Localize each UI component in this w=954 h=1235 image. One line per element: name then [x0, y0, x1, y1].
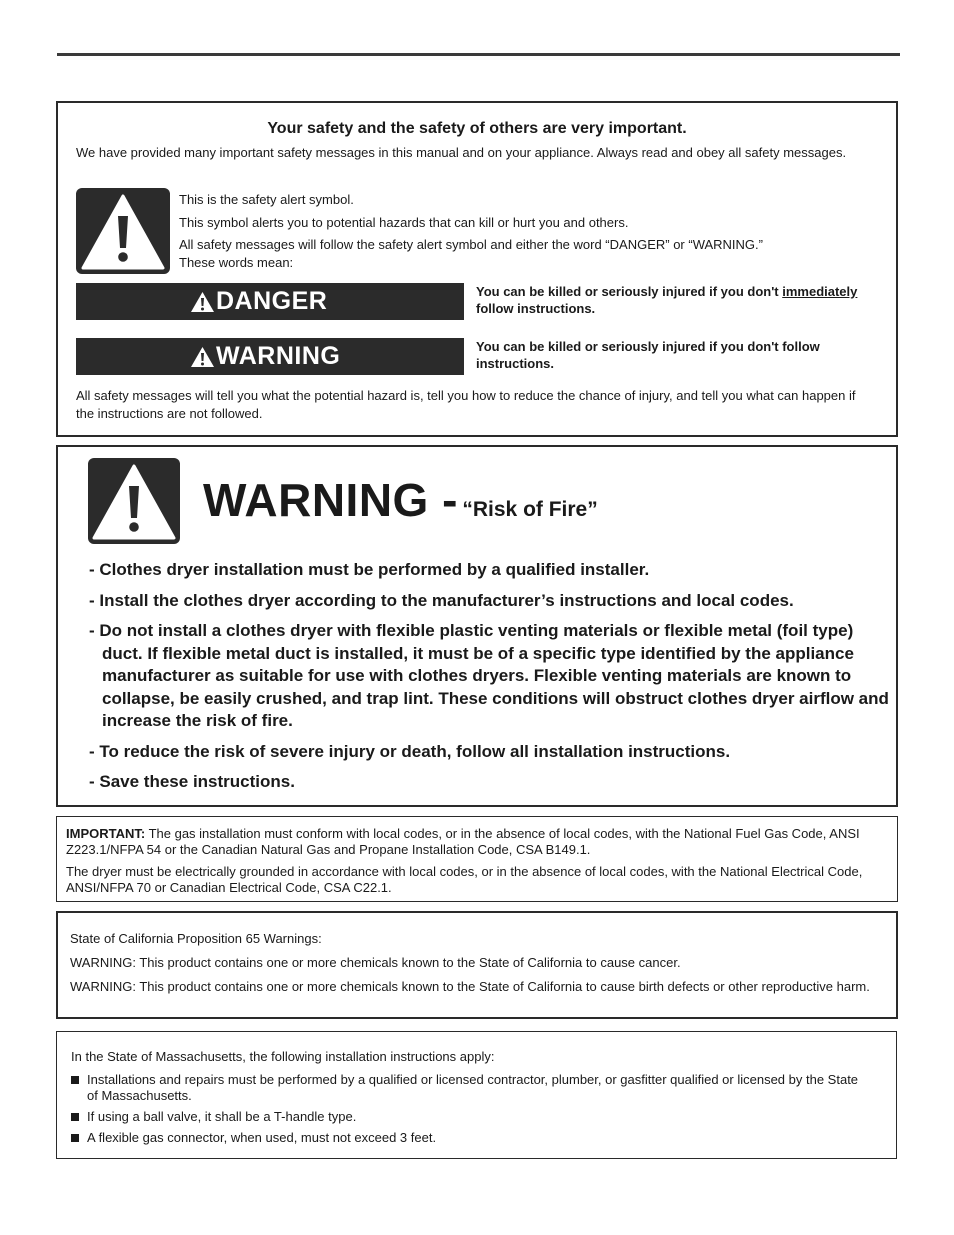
- massachusetts-box: [56, 1031, 897, 1159]
- important-box: [56, 816, 898, 902]
- danger-alert-icon: [190, 291, 215, 313]
- fire-warning-item: - Save these instructions.: [89, 772, 295, 791]
- alert-line-3: All safety messages will follow the safety alert symbol and either the word “DANGER” or “WARNING.”: [179, 237, 763, 252]
- warning-description: [476, 338, 888, 372]
- list-item-text: Installations and repairs must be performed by a qualified or licensed contractor, plumber, or gasfitter qualified or licensed by the State of Massachusetts.: [87, 1072, 859, 1103]
- important-paragraph-1: [66, 826, 886, 858]
- fire-warning-heading: WARNING -: [203, 474, 458, 526]
- square-bullet-icon: [71, 1134, 79, 1142]
- fire-warning-item: - To reduce the risk of severe injury or death, follow all installation instructions.: [89, 741, 731, 761]
- warning-text-line2: instructions.: [476, 356, 555, 371]
- list-item: [71, 1072, 871, 1104]
- prop65-heading: State of California Proposition 65 Warnings:: [70, 931, 322, 946]
- massachusetts-intro: In the State of Massachusetts, the following installation instructions apply:: [71, 1049, 495, 1064]
- massachusetts-list: [71, 1072, 871, 1151]
- important-text-1: The gas installation must conform with local codes, or in the absence of local codes, with the National Fuel Gas Code, ANSI Z223.1/NFPA 54 or the Canadian Natural Gas and Propane Installation Code, CSA B149.1.: [66, 826, 860, 857]
- warning-alert-icon: [190, 346, 215, 368]
- safety-outro: All safety messages will tell you what the potential hazard is, tell you how to reduce the chance of injury, and tell you what can happen if the instructions are not followed.: [76, 388, 856, 421]
- prop65-warning-2: WARNING: This product contains one or more chemicals known to the State of California to cause birth defects or other reproductive harm.: [70, 979, 870, 994]
- fire-warning-item: - Clothes dryer installation must be performed by a qualified installer.: [89, 560, 650, 579]
- warning-label: WARNING: [216, 342, 341, 370]
- danger-text-after: follow instructions.: [476, 301, 596, 316]
- danger-label: DANGER: [216, 287, 328, 315]
- fire-warning-subtitle: “Risk of Fire”: [462, 498, 598, 521]
- top-rule: [57, 53, 900, 56]
- list-item: [71, 1130, 871, 1146]
- square-bullet-icon: [71, 1113, 79, 1121]
- square-bullet-icon: [71, 1076, 79, 1084]
- important-paragraph-2: The dryer must be electrically grounded in accordance with local codes, or in the absence of local codes, with the National Electrical Code, ANSI/NFPA 70 or Canadian Electrical Code, CSA C22.1.: [66, 864, 863, 895]
- list-item: [71, 1109, 871, 1125]
- safety-messages-box: [56, 101, 898, 437]
- danger-description: [476, 283, 888, 317]
- prop65-box: [56, 911, 898, 1019]
- alert-line-2: This symbol alerts you to potential hazards that can kill or hurt you and others.: [179, 215, 629, 230]
- fire-warning-box: [56, 445, 898, 807]
- danger-text-emphasis: immediately: [782, 284, 858, 299]
- prop65-warning-1: WARNING: This product contains one or more chemicals known to the State of California to cause cancer.: [70, 955, 681, 970]
- safety-intro: We have provided many important safety messages in this manual and on your appliance. Always read and obey all safety messages.: [76, 145, 847, 160]
- fire-warning-list: [89, 559, 889, 802]
- alert-line-1: This is the safety alert symbol.: [179, 192, 354, 207]
- fire-warning-item: - Install the clothes dryer according to the manufacturer’s instructions and local codes.: [89, 590, 794, 610]
- list-item-text: If using a ball valve, it shall be a T-handle type.: [87, 1109, 357, 1124]
- safety-title: Your safety and the safety of others are very important.: [267, 120, 687, 137]
- warning-signal-bar: [76, 338, 464, 375]
- safety-alert-icon: [76, 188, 170, 274]
- danger-text-before: You can be killed or seriously injured if you don't: [476, 284, 783, 299]
- warning-text-line1: You can be killed or seriously injured if you don't follow: [476, 339, 820, 354]
- important-label: IMPORTANT:: [66, 826, 146, 841]
- fire-warning-alert-icon: [88, 458, 180, 544]
- fire-warning-title: [203, 472, 598, 540]
- list-item-text: A flexible gas connector, when used, must not exceed 3 feet.: [87, 1130, 437, 1145]
- danger-signal-bar: [76, 283, 464, 320]
- alert-line-4: These words mean:: [179, 255, 294, 270]
- fire-warning-item: - Do not install a clothes dryer with flexible plastic venting materials or flexible metal (foil type) duct. If flexible metal duct is installed, it must be of a specific type identified by the appliance manufacturer as suitable for use with clothes dryers. Flexible venting materials are known to collapse, be easily crushed, and trap lint. These conditions will obstruct clothes dryer airflow and increase the risk of fire.: [89, 621, 889, 730]
